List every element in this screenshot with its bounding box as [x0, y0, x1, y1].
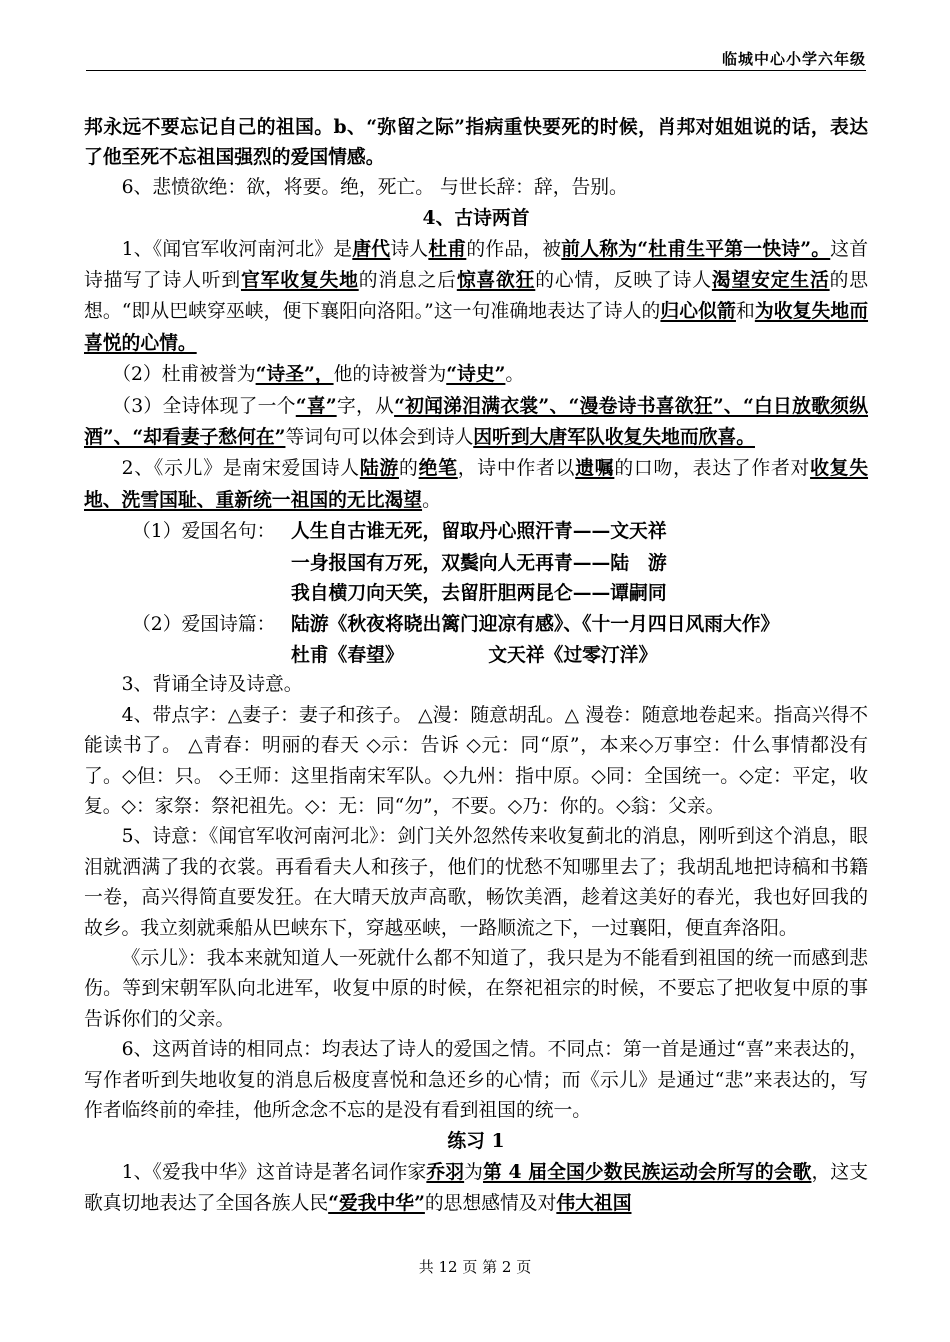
patriotic-quotes: （1）爱国名句： 人生自古谁无死，留取丹心照汗青——文天祥	[132, 520, 667, 543]
paragraph-meaning-shier: 《示儿》：我本来就知道人一死就什么都不知道了，我只是为不能看到祖国的统一而感到悲伤。等到宋朝军队向北进军，收复中原的时候，在祭祀祖宗的时候，不要忘了把收复中原的事告诉你们的父亲。	[84, 947, 868, 1030]
page-content	[84, 112, 868, 1220]
header-school-name: 临城中心小学六年级	[721, 50, 866, 68]
patriotic-quote-2: 一身报国有万死，双鬓向人无再青——陆 游	[291, 551, 667, 574]
paragraph-recite: 3、背诵全诗及诗意。	[121, 674, 303, 696]
section-heading-exercise: 练习 1	[447, 1130, 505, 1153]
paragraph-dufu-titles: （2）杜甫被誉为“诗圣”，他的诗被誉为“诗史”。	[112, 363, 525, 386]
patriotic-poems: （2）爱国诗篇： 陆游《秋夜将晓出篱门迎凉有感》、《十一月四日风雨大作》	[132, 612, 780, 635]
page-header	[86, 46, 866, 71]
section-heading-poems: 4、古诗两首	[422, 207, 530, 230]
paragraph-poem1-intro: 1、《闻官军收河南河北》是唐代诗人杜甫的作品，被前人称为“杜甫生平第一快诗”。这首诗描写了诗人听到官军收复失地的消息之后惊喜欲狂的心情，反映了诗人渴望安定生活的思想。“即从巴峡穿巫峡，便下襄阳向洛阳。”这一句准确地表达了诗人的归心似箭和为收复失地而喜悦的心情。	[84, 237, 869, 354]
patriotic-quote-3: 我自横刀向天笑，去留肝胆两昆仑——谭嗣同	[291, 582, 667, 605]
paragraph-vocab: 6、悲愤欲绝：欲，将要。绝，死亡。 与世长辞：辞，告别。	[121, 176, 628, 198]
paragraph-dotted-words: 4、带点字：△妻子：妻子和孩子。 △漫：随意胡乱。△ 漫卷：随意地卷起来。指高兴得不能读书了。 △青春：明丽的春天 ◇示：告诉 ◇元：同“原”，本来◇万事空：什么事情都没有了。◇但：只。 ◇王师：这里指南宋军队。◇九州：指中原。◇同：全国统一。◇定：平定，收复。◇：家祭：祭祀祖先。◇：无：同“勿”，不要。◇乃：你的。◇翁：父亲。	[84, 704, 868, 817]
paragraph-comparison: 6、这两首诗的相同点：均表达了诗人的爱国之情。不同点：第一首是通过“喜”来表达的，写作者听到失地收复的消息后极度喜悦和急还乡的心情；而《示儿》是通过“悲”来表达的，写作者临终前的牵挂，他所念念不忘的是没有看到祖国的统一。	[84, 1039, 868, 1121]
paragraph-joy: （3）全诗体现了一个“喜”字，从“初闻涕泪满衣裳”、“漫卷诗书喜欲狂”、“白日放歌须纵酒”、“却看妻子愁何在”等词句可以体会到诗人因听到大唐军队收复失地而欣喜。	[84, 394, 869, 449]
paragraph-shier-intro: 2、《示儿》是南宋爱国诗人陆游的绝笔，诗中作者以遗嘱的口吻，表达了作者对收复失地、洗雪国耻、重新统一祖国的无比渴望。	[84, 457, 869, 511]
paragraph-love-china: 1、《爱我中华》这首诗是著名词作家乔羽为第 4 届全国少数民族运动会所写的会歌，这支歌真切地表达了全国各族人民“爱我中华”的思想感情及对伟大祖国	[84, 1160, 869, 1215]
paragraph-meaning-poem1: 5、诗意：《闻官军收河南河北》：剑门关外忽然传来收复蓟北的消息，刚听到这个消息，眼泪就洒满了我的衣裳。再看看夫人和孩子，他们的忧愁不知哪里去了；我胡乱地把诗稿和书籍一卷，高兴得简直要发狂。在大晴天放声高歌，畅饮美酒，趁着这美好的春光，我也好回我的故乡。我立刻就乘船从巴峡东下，穿越巫峡，一路顺流之下，一过襄阳，便直奔洛阳。	[84, 826, 868, 939]
paragraph-chopin: 邦永远不要忘记自己的祖国。b、“弥留之际”指病重快要死的时候，肖邦对姐姐说的话，表达了他至死不忘祖国强烈的爱国情感。	[84, 116, 868, 169]
page-footer-pagination: 共 12 页 第 2 页	[418, 1258, 532, 1276]
patriotic-poems-2: 杜甫《春望》 文天祥《过零汀洋》	[291, 643, 658, 666]
